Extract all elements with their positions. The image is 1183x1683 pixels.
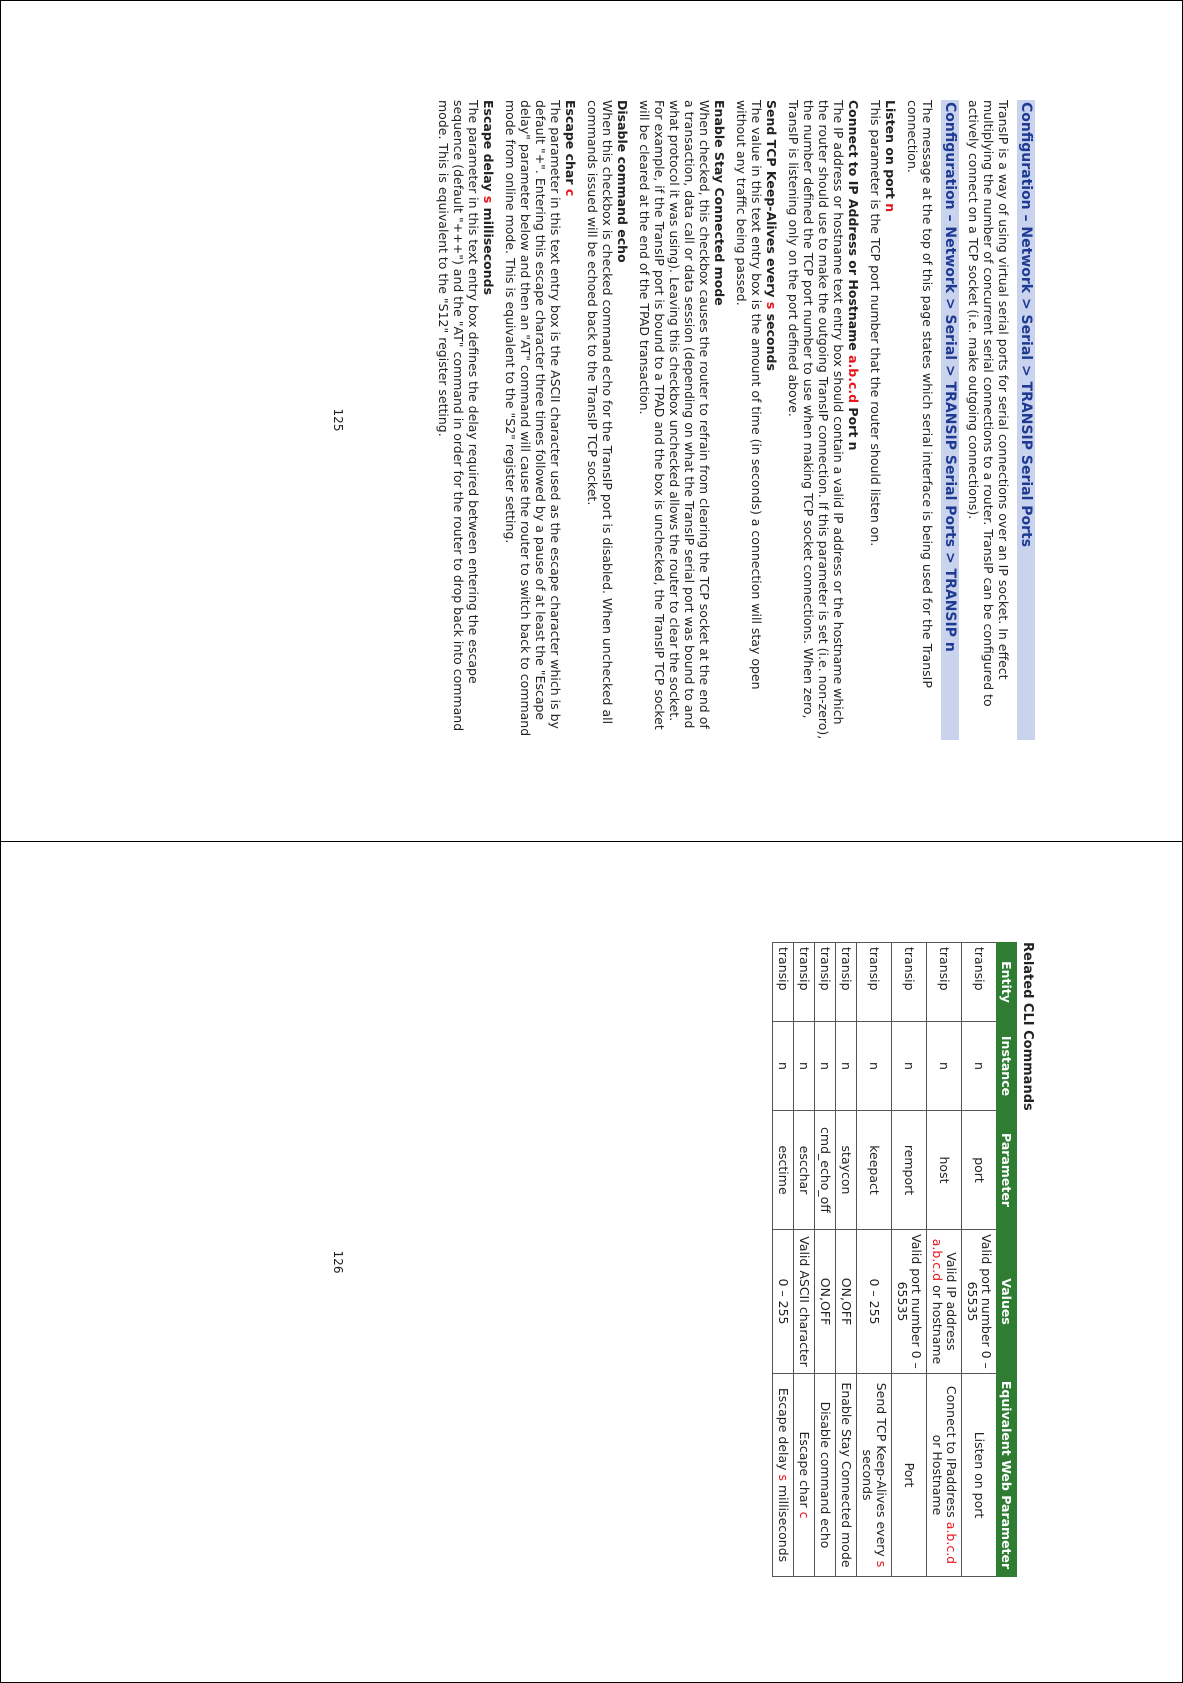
cli-commands-table [772,942,1017,1577]
table-row [773,943,794,1577]
cell-instance: n [892,1022,927,1111]
param-desc-keepalives: The value in this text entry box is the amount of time (in seconds) a connection will stay open without any traffic being passed. [734,100,764,690]
cell-web: Send TCP Keep-Alives every s seconds [857,1374,892,1577]
param-title-keepalives: Send TCP Keep-Alives every s seconds [764,100,779,371]
page-126 [331,942,1035,1582]
param-desc-escape-delay: The parameter in this text entry box defines the delay required between entering the escape sequence (default "+++") and the "AT" command in order for the router to drop back into command mode. This is equivalent to the "S12" register setting. [436,100,481,732]
page-number: 125 [331,408,345,432]
param-desc-listen-on-port: This parameter is the TCP port number that the router should listen on. [868,100,883,547]
section-intro-text: TransIP is a way of using virtual serial ports for serial connections over an IP socket. In effect multiplying the number of concurrent serial connections to a router. TransIP can be configured to actively connect on a TCP socket (i.e. make outgoing connections). [966,100,1011,707]
page-number: 126 [331,1250,345,1274]
page-125 [325,100,1035,740]
cell-values: Valid port number 0 – 65535 [892,1230,927,1374]
cell-values: Valid ASCII character [794,1230,815,1374]
cell-web: Escape char c [794,1374,815,1577]
cell-instance: n [962,1022,997,1111]
table-row [794,943,815,1577]
section-heading-transip-n: Configuration – Network > Serial > TRANSIP Serial Ports > TRANSIP n [941,100,959,740]
cell-entity: transip [892,943,927,1022]
table-row [927,943,962,1577]
table-row [962,943,997,1577]
table-row [857,943,892,1577]
cell-values: ON,OFF [815,1230,836,1374]
param-desc-stay-connected: When checked, this checkbox causes the router to refrain from clearing the TCP socket at the end of a transaction, data call or data session (depending on what the TransIP serial port was bound to and what protocol it was using). Leaving this checkbox unchecked allows the router to clear the socket. For example, if the TransIP port is bound to a TPAD and the box is unchecked, the TransIP TCP socket will be cleared at the end of the TPAD transaction. [637,100,712,730]
cell-parameter: keepact [857,1111,892,1230]
cell-parameter: cmd_echo_off [815,1111,836,1230]
param-desc-disable-echo: When this checkbox is checked command echo for the TransIP port is disabled. When unchecked all commands issued will be echoed back to the TransIP TCP socket. [585,100,615,725]
cell-values: ON,OFF [836,1230,857,1374]
col-entity: Entity [997,943,1017,1022]
table-row [836,943,857,1577]
col-instance: Instance [997,1022,1017,1111]
cell-instance: n [794,1022,815,1111]
table-row [815,943,836,1577]
cell-entity: transip [794,943,815,1022]
cell-parameter: esctime [773,1111,794,1230]
cell-parameter: port [962,1111,997,1230]
param-desc-escape-char: The parameter in this text entry box is the ASCII character used as the escape character which is by default "+". Entering this escape character three times followed by a pause of at least the "Escape delay" parameter below and then an "AT" command will cause the router to switch back to command mode from online mode. This is equivalent to the "S2" register setting. [503,100,563,737]
cell-instance: n [857,1022,892,1111]
param-title-stay-connected: Enable Stay Connected mode [712,100,727,306]
cell-web: Disable command echo [815,1374,836,1577]
cell-parameter: staycon [836,1111,857,1230]
cell-parameter: remport [892,1111,927,1230]
cell-instance: n [836,1022,857,1111]
cell-web: Enable Stay Connected mode [836,1374,857,1577]
cell-parameter: escchar [794,1111,815,1230]
cell-values: Valid port number 0 – 65535 [962,1230,997,1374]
table-row [892,943,927,1577]
cell-instance: n [927,1022,962,1111]
col-web-parameter: Equivalent Web Parameter [997,1374,1017,1577]
section-transip-n-text: The message at the top of this page states which serial interface is being used for the TransIP connection. [905,100,935,688]
cell-entity: transip [836,943,857,1022]
param-title-connect-to-ip: Connect to IP Address or Hostname a.b.c.d Port n [846,100,861,451]
param-title-escape-char: Escape char c [563,100,578,197]
cell-values: 0 – 255 [857,1230,892,1374]
param-title-escape-delay: Escape delay s milliseconds [481,100,496,296]
page-divider [0,841,1183,842]
cell-entity: transip [927,943,962,1022]
cell-entity: transip [773,943,794,1022]
cell-web: Escape delay s milliseconds [773,1374,794,1577]
cell-instance: n [773,1022,794,1111]
param-title-disable-echo: Disable command echo [615,100,630,263]
cell-web: Listen on port [962,1374,997,1577]
cell-entity: transip [815,943,836,1022]
param-desc-connect-to-ip: The IP address or hostname text entry box should contain a valid IP address or the hostname which the router should use to make the outgoing TransIP connection. If this parameter is set (i.e. non-zero), the number defined the TCP port number to use when making TCP socket connections. When zero, TransIP is listening only on the port defined above. [786,100,846,740]
cell-parameter: host [927,1111,962,1230]
cell-entity: transip [857,943,892,1022]
section-heading-transip-serial-ports: Configuration – Network > Serial > TRANSIP Serial Ports [1017,100,1035,740]
col-parameter: Parameter [997,1111,1017,1230]
param-title-listen-on-port: Listen on port n [883,100,898,213]
table-header-row [997,943,1017,1577]
cell-values: Valid IP address a.b.c.d or hostname [927,1230,962,1374]
cell-instance: n [815,1022,836,1111]
cell-web: Port [892,1374,927,1577]
related-cli-heading: Related CLI Commands [1020,942,1035,1111]
cell-values: 0 – 255 [773,1230,794,1374]
col-values: Values [997,1230,1017,1374]
cell-web: Connect to IPaddress a.b.c.d or Hostname [927,1374,962,1577]
cell-entity: transip [962,943,997,1022]
